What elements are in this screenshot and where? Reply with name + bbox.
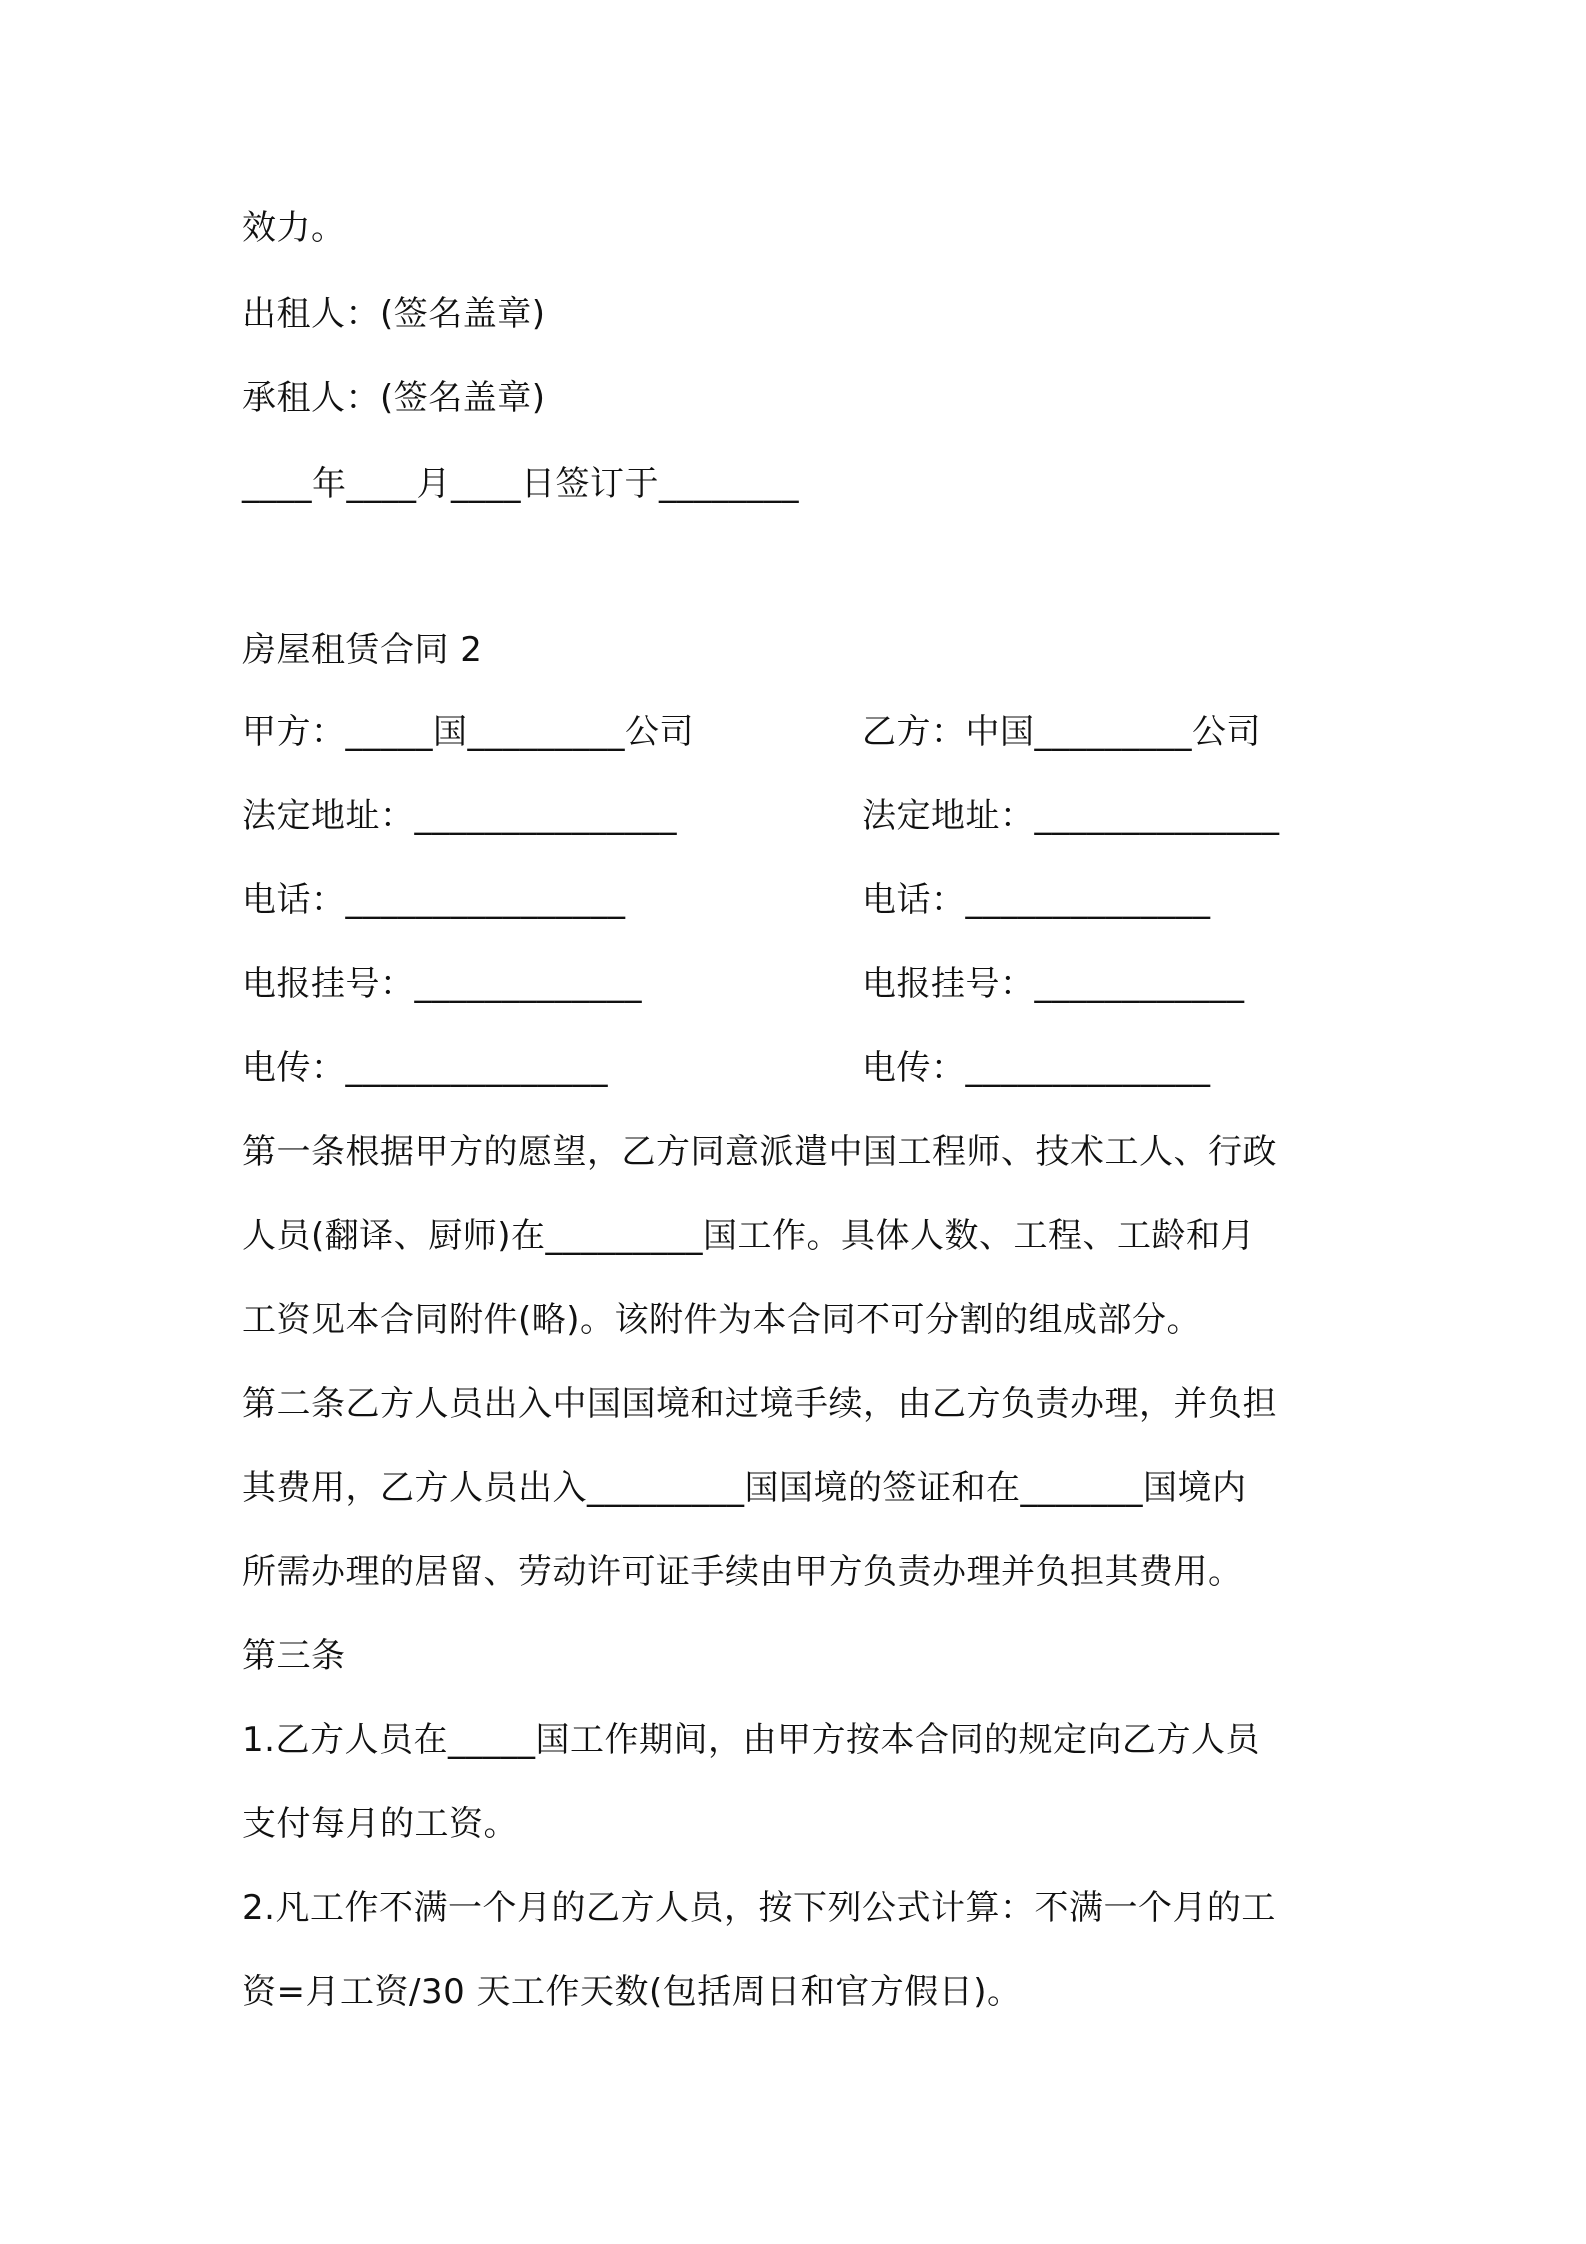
party-a-fax: 电传：_______________ [242,1048,608,1088]
lessor-signature-line: 出租人：(签名盖章) [242,294,546,334]
party-b-telegram: 电报挂号：____________ [862,964,1245,1004]
article2-line: 所需办理的居留、劳动许可证手续由甲方负责办理并负担其费用。 [242,1552,1243,1592]
party-b-fax: 电传：______________ [862,1048,1211,1088]
article1-line: 人员(翻译、厨师)在_________国工作。具体人数、工程、工龄和月 [242,1216,1256,1256]
effect-text: 效力。 [242,208,346,248]
article2-line: 其费用，乙方人员出入_________国国境的签证和在_______国境内 [242,1468,1247,1508]
lessee-signature-line: 承租人：(签名盖章) [242,378,546,418]
article3-item2-line: 资=月工资/30 天工作天数(包括周日和官方假日)。 [242,1972,1022,2012]
party-a-name: 甲方：_____国_________公司 [242,712,694,752]
contract-title: 房屋租赁合同 2 [242,630,483,670]
party-b-phone: 电话：______________ [862,880,1211,920]
article1-line: 工资见本合同附件(略)。该附件为本合同不可分割的组成部分。 [242,1300,1202,1340]
party-a-telegram: 电报挂号：_____________ [242,964,642,1004]
party-a-address: 法定地址：_______________ [242,796,677,836]
article3-title: 第三条 [242,1636,346,1676]
article3-item1-line: 1.乙方人员在_____国工作期间，由甲方按本合同的规定向乙方人员 [242,1720,1260,1760]
article3-item1-line: 支付每月的工资。 [242,1804,518,1844]
party-b-address: 法定地址：______________ [862,796,1280,836]
article1-line: 第一条根据甲方的愿望，乙方同意派遣中国工程师、技术工人、行政 [242,1132,1277,1172]
article3-item2-line: 2.凡工作不满一个月的乙方人员，按下列公式计算：不满一个月的工 [242,1888,1276,1928]
article2-line: 第二条乙方人员出入中国国境和过境手续，由乙方负责办理，并负担 [242,1384,1277,1424]
party-b-name: 乙方：中国_________公司 [862,712,1261,752]
signing-date-line: ____年____月____日签订于________ [242,464,799,504]
party-a-phone: 电话：________________ [242,880,626,920]
